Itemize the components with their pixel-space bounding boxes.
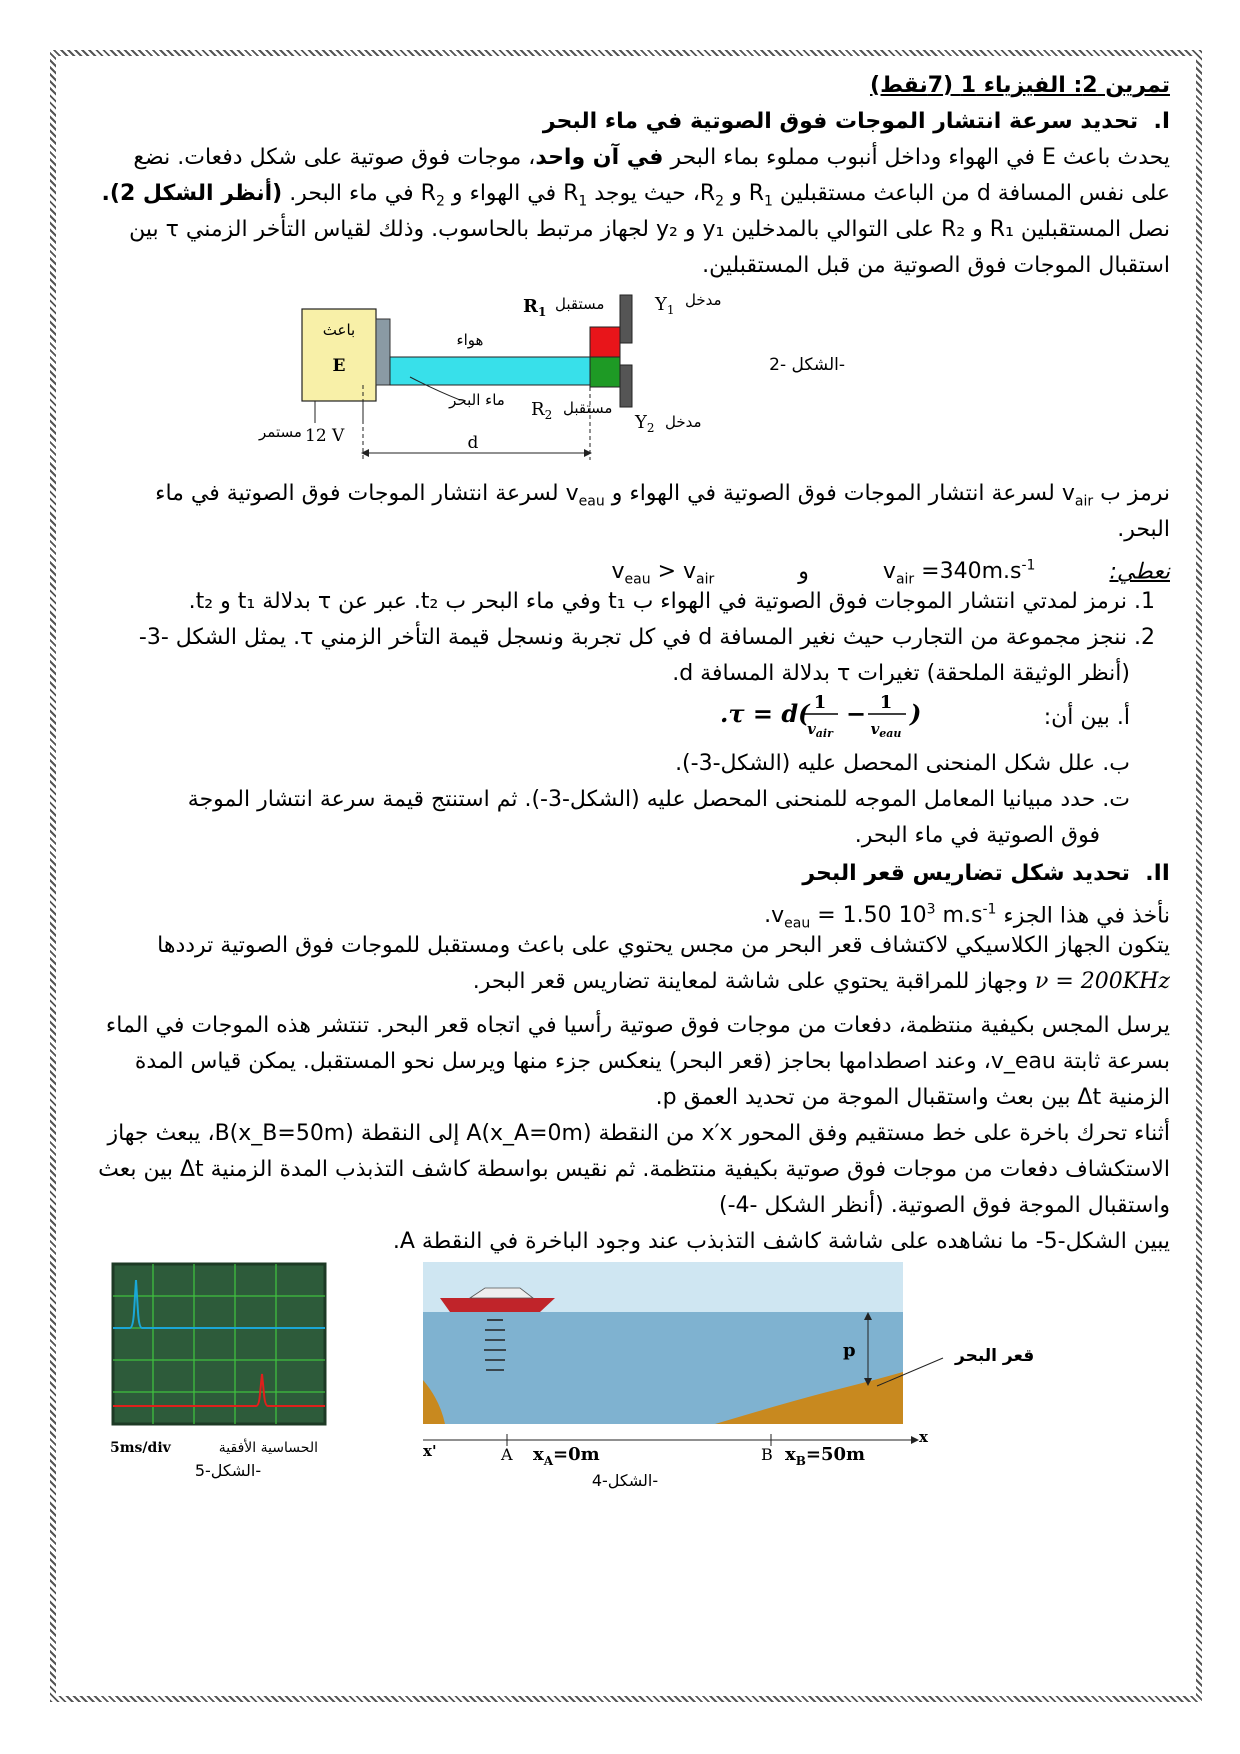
subscript: eau [578,493,605,510]
figure-4-sea-scene [415,1260,975,1500]
receiver2-word: مستقبل [563,399,613,417]
input2-word: مدخل [665,413,702,431]
subscript: 2 [435,193,445,210]
part2-heading [75,856,1170,892]
subscript: 1 [578,193,588,210]
exercise-title: تمرين 2: الفيزياء 1 (7نقط) [870,73,1170,98]
part1-heading [75,104,1170,140]
figure-5-caption: الشكل-5- [194,1461,262,1480]
y2-label: $Y_2$ [635,412,655,435]
svg-text:): ) [910,699,922,728]
distance-label: d [467,433,479,453]
question-c: ت. حدد مبيانيا المعامل الموجه للمنحنى المحصل عليه (الشكل-3-). ثم استنتج قيمة سرعة انتشار الموجة [187,787,1130,812]
svg-text:veau: $v_{eau}$ [870,720,902,738]
sea-water-tube [390,357,590,385]
y1-label: $Y_1$ [655,294,675,317]
exercise-title-line [75,68,1170,104]
axis-start: x' [423,1442,437,1460]
veau-value: $.v_{eau} = 1.50$ $10^3$ $m.s^{-1}$ [764,902,997,932]
text-fragment: و R [699,181,749,206]
text-fragment: لسرعة انتشار الموجات فوق الصوتية في الهواء و v [565,481,1062,506]
receiver1-word: مستقبل [555,295,605,313]
xb-label: $x_B=50m$ [785,1444,866,1468]
axis-end: x [919,1428,928,1446]
part1-title: تحديد سرعة انتشار الموجات فوق الصوتية في ماء البحر [542,109,1139,134]
air-label: هواء [456,331,484,349]
boat-hull [440,1298,555,1312]
question-2: 2. ننجز مجموعة من التجارب حيث نغير المسافة d في كل تجربة ونسجل قيمة التأخر الزمني τ. يمثل الشكل -3- [138,625,1155,650]
r2-label: $R_2$ [531,399,553,422]
sensitivity-value: 5ms/div [110,1440,171,1456]
given-inequality: $v_{eau} > v_{air}$ [611,559,715,588]
point-b: B [761,1445,773,1464]
text-fragment: نأخذ في هذا الجزء [1003,903,1170,929]
voltage-label: 12 V [305,426,345,446]
given-and: و [798,559,809,585]
question-b: ب. علل شكل المنحنى المحصل عليه (الشكل-3-). [675,751,1130,776]
question-2-cont: (أنظر الوثيقة الملحقة) تغيرات τ بدلالة المسافة d. [672,661,1130,686]
text-emphasis: في آن واحد [535,145,664,170]
figure-5-oscilloscope [108,1262,338,1502]
figure-2-caption: الشكل -2- [769,355,845,375]
svg-text:−: − [846,699,867,728]
part2-line-8: الاستكشاف دفعات من موجات فوق صوتية بكيفية منتظمة. ثم نقيس بواسطة كاشف التذبذب المدة الزمنية Δt بين بعث [98,1157,1170,1182]
water-label: ماء البحر [449,391,505,409]
sensitivity-label: الحساسية الأفقية [218,1440,318,1456]
dc-word: مستمر [259,423,302,441]
svg-text:.τ = d(: .τ = d( [720,699,810,728]
text-fragment: على نفس المسافة d من الباعث مستقبلين R [748,181,1170,206]
input1-word: مدخل [685,291,722,309]
part2-line-2: يتكون الجهاز الكلاسيكي لاكتشاف قعر البحر من مجس يحتوي على باعث ومستقبل للموجات فوق الصوتية ترددها [157,933,1170,958]
part2-line-3 [75,964,1170,1000]
paragraph-line-3: نصل المستقبلين R₁ و R₂ على التوالي بالمدخلين y₁ و y₂ لجهاز مرتبط بالحاسوب. وذلك لقياس التأخر الزمني τ بين [129,217,1170,242]
part2-line-10: يبين الشكل-5- ما نشاهده على شاشة كاشف التذبذب عند وجود الباخرة في النقطة A. [392,1229,1170,1254]
part2-line-6: الزمنية Δt بين بعث واستقبال الموجة من تحديد العمق p. [655,1085,1170,1110]
emitter-word: باعث [322,321,356,339]
part2-number: II. [1145,861,1170,886]
svg-text:vair: $v_{air}$ [807,720,833,738]
depth-label: p [843,1340,856,1361]
part2-line-5: بسرعة ثابتة v_eau، وعند اصطدامها بحاجز (قعر البحر) ينعكس جزء منها ويرسل نحو المستقبل. يمكن قياس المدة [134,1049,1170,1074]
text-fragment: يحدث باعث E في الهواء وداخل أنبوب مملوء بماء البحر [670,145,1170,170]
subscript: air [1074,493,1094,510]
seabed-label-text: قعر البحر [955,1346,1035,1366]
figure-2-apparatus [255,285,875,465]
oscilloscope-screen [113,1264,325,1424]
text-fragment: نرمز ب v [1061,481,1170,506]
paragraph-line-1 [75,140,1170,176]
question-a [130,700,1130,736]
given-vair: $v_{air} =340m.s^{-1}$ [882,558,1036,588]
svg-text:1: 1 [879,692,893,713]
receiver-r1 [590,327,620,357]
question-a-label: أ. بين أن: [1043,705,1130,730]
part2-line-4: يرسل المجس بكيفية منتظمة، دفعات من موجات فوق صوتية رأسيا في اتجاه قعر البحر. تنتشر هذه الموجات في الماء [105,1013,1170,1038]
emitter-letter: E [332,356,346,376]
point-a: A [501,1445,513,1464]
question-1: 1. نرمز لمدتي انتشار الموجات فوق الصوتية في الهواء ب t₁ وفي ماء البحر ب t₂. عبر عن τ بدلالة t₁ و t₂. [188,589,1155,614]
formula-tau [720,688,940,738]
given-label: نعطي: [1109,559,1170,585]
part2-line-7: أثناء تحرك باخرة على خط مستقيم وفق المحور x′x من النقطة A(x_A=0m) إلى النقطة B(x_B=50m)، يبعث جهاز [107,1121,1170,1146]
figure-reference: (أنظر الشكل 2). [101,181,283,206]
r1-label: $R_1$ [523,296,547,319]
part2-line-9: واستقبال الموجة فوق الصوتية. (أنظر الشكل -4-) [718,1193,1170,1218]
text-fragment: في الهواء و R [420,181,564,206]
figure-4-caption: الشكل-4- [591,1471,659,1490]
emitter-plate [376,319,390,385]
text-fragment: ، موجات فوق صوتية على شكل دفعات. نضع [133,145,536,170]
paragraph-line-6: البحر. [1117,517,1170,542]
svg-text:1: 1 [813,692,827,713]
text-fragment: ، حيث يوجد R [563,181,700,206]
question-c-cont: فوق الصوتية في ماء البحر. [854,823,1100,848]
receiver-r2 [590,357,620,387]
subscript: 2 [715,193,725,210]
sensor-plate-1 [620,295,632,343]
part2-title: تحديد شكل تضاريس قعر البحر [802,861,1130,886]
text-fragment: في ماء البحر. [289,181,421,206]
part1-number: I. [1153,109,1170,134]
paragraph-line-4: استقبال الموجات فوق الصوتية من قبل المستقبلين. [702,253,1170,278]
xa-label: $x_A=0m$ [533,1444,600,1468]
text-fragment: وجهاز للمراقبة يحتوي على شاشة لمعاينة تضاريس قعر البحر. [472,969,1028,994]
text-fragment: لسرعة انتشار الموجات فوق الصوتية في ماء [155,481,566,506]
frequency-value: ν = 200KHz [1035,969,1170,994]
subscript: 1 [764,193,773,210]
sensor-plate-2 [620,365,632,407]
